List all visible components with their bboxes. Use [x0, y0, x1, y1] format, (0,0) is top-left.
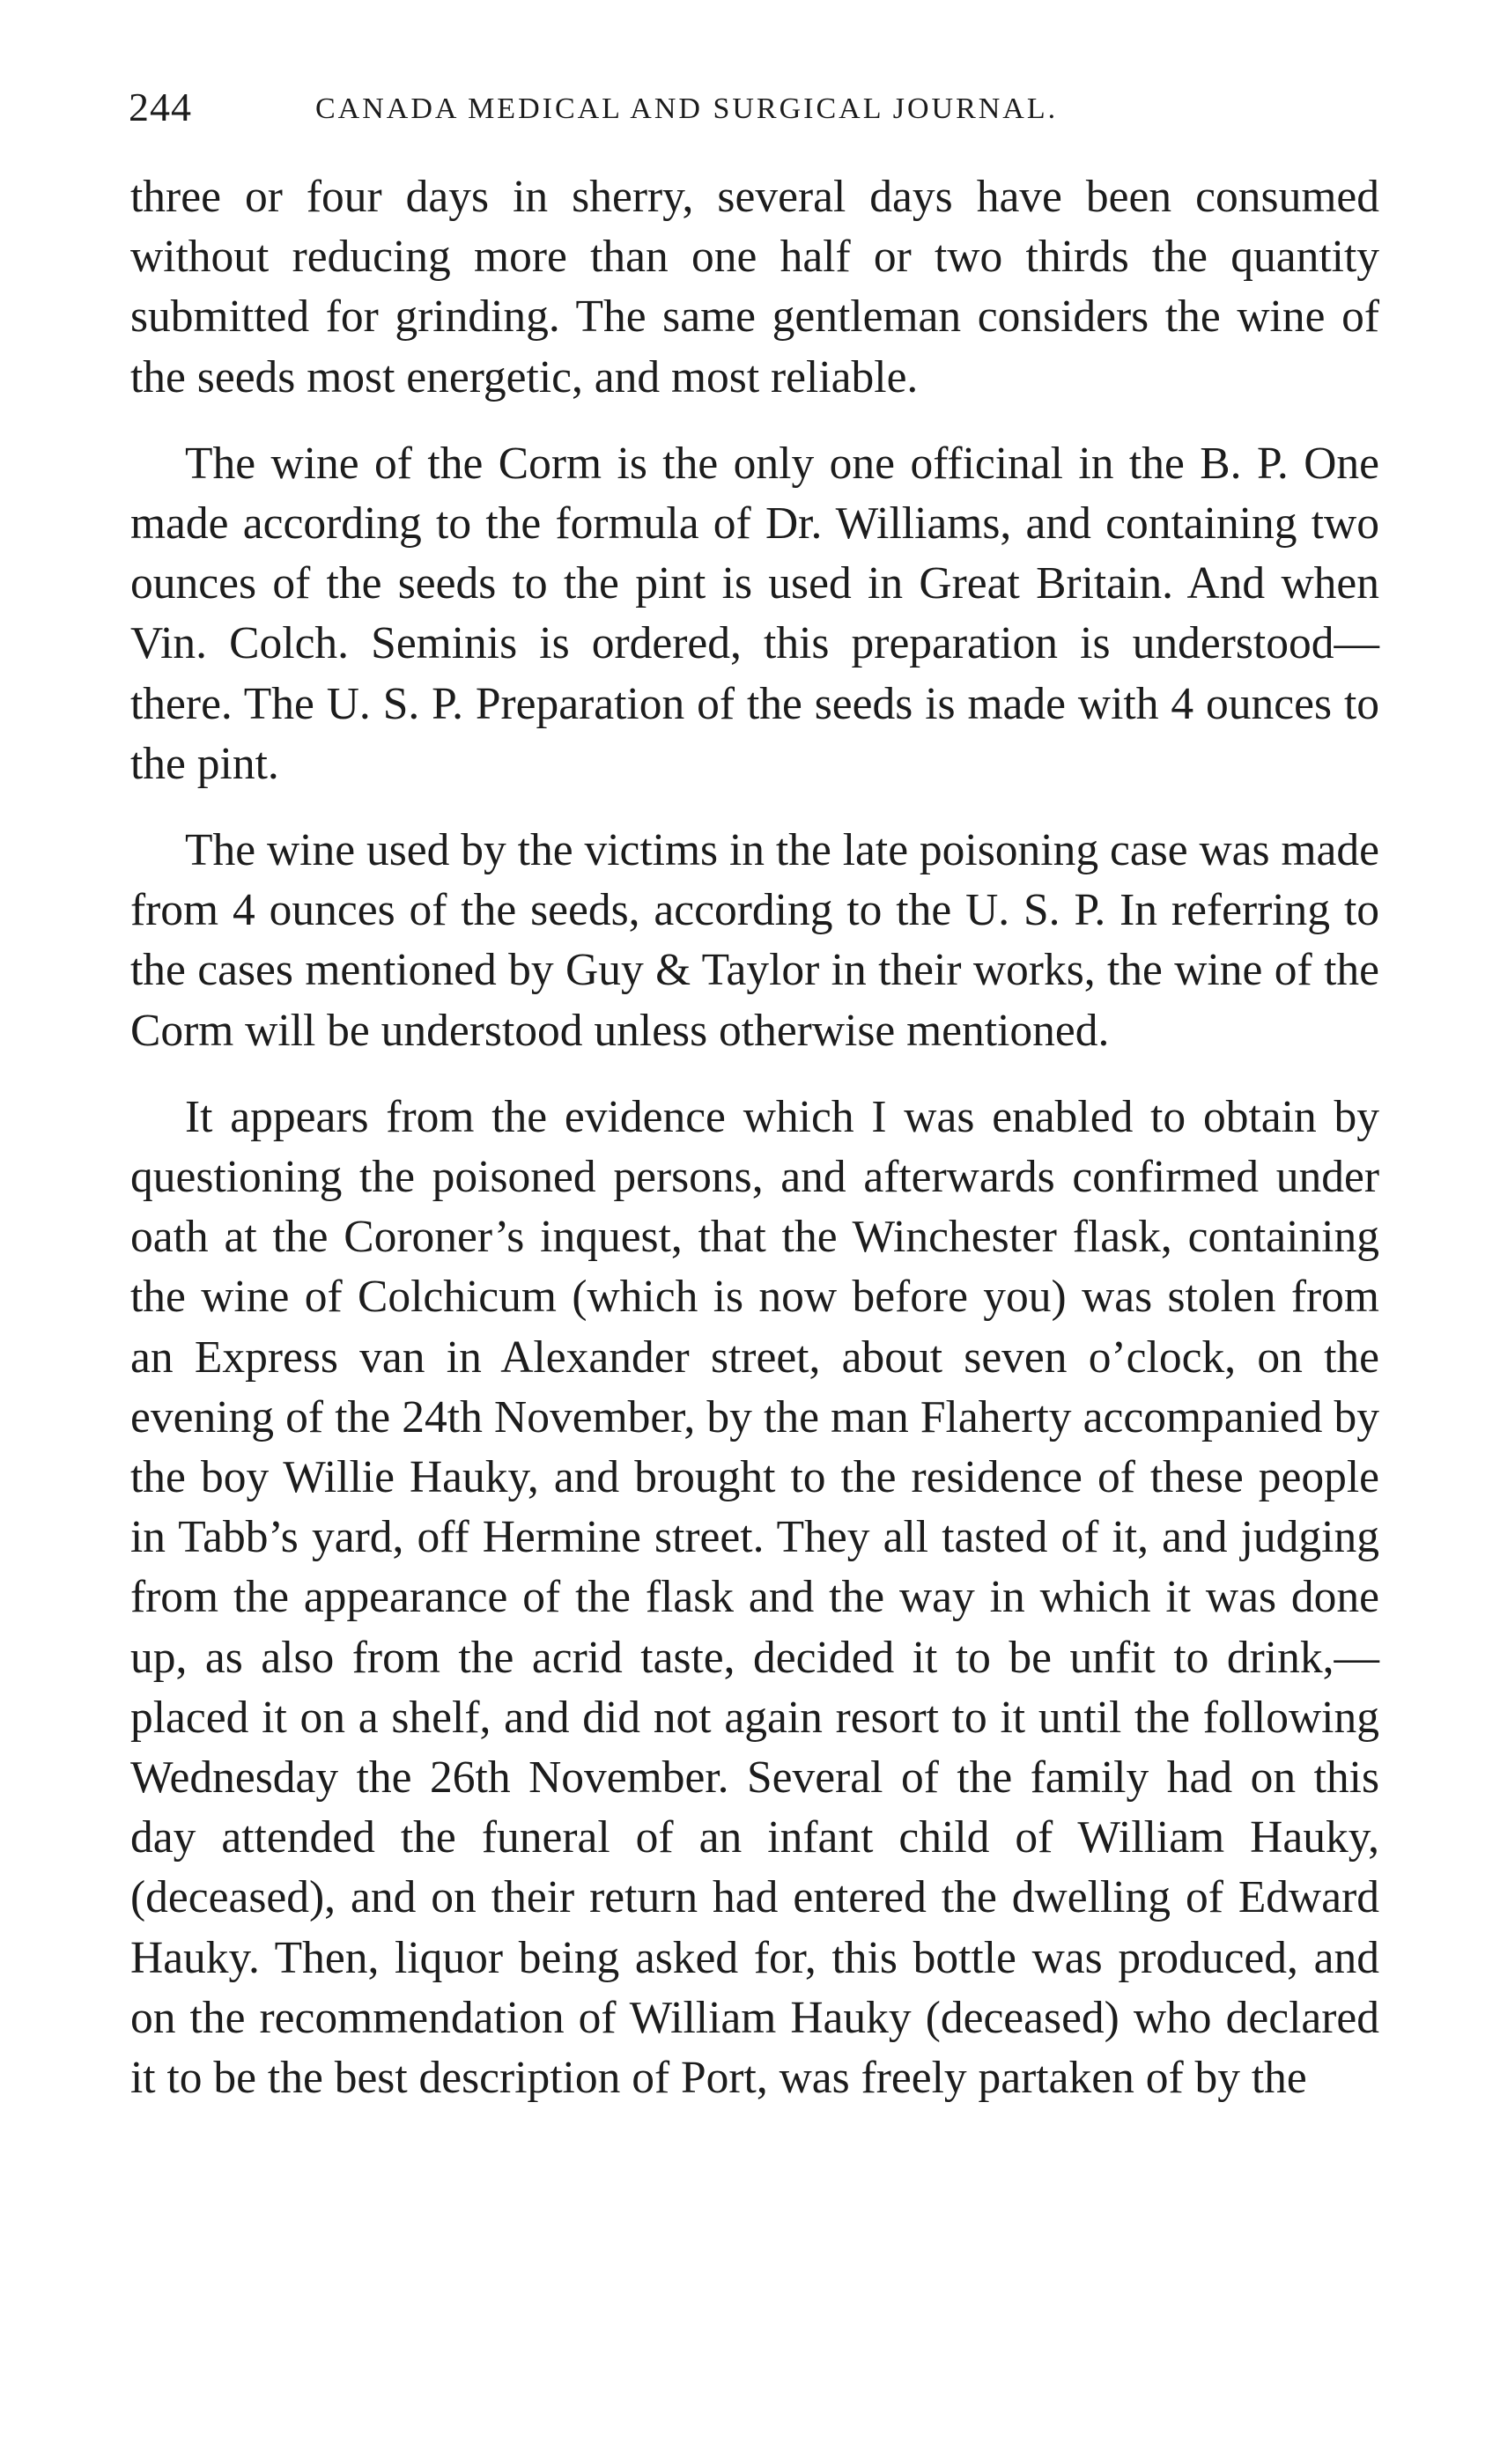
- journal-title: CANADA MEDICAL AND SURGICAL JOURNAL.: [315, 92, 1059, 125]
- body-text: [130, 167, 1379, 2108]
- paragraph-evidence: It appears from the evidence which I was enabled to obtain by questioning the poisoned persons, and afterwards confirmed under oath at the Coroner’s inquest, that the Winchester flask, containing the wine of Colchicum (which is now before you) was stolen from an Express van in Alexander street, about seven o’clock, on the evening of the 24th November, by the man Flaherty accompanied by the boy Willie Hauky, and brought to the residence of these people in Tabb’s yard, off Hermine street. They all tasted of it, and judging from the appearance of the flask and the way in which it was done up, as also from the acrid taste, decided it to be unfit to drink,— placed it on a shelf, and did not again resort to it until the following Wednesday the 26th November. Several of the family had on this day attended the funeral of an infant child of William Hauky, (deceased), and on their return had entered the dwelling of Edward Hauky. Then, liquor being asked for, this bottle was produced, and on the recommendation of William Hauky (deceased) who declared it to be the best description of Port, was freely partaken of by the: [130, 1091, 1379, 2104]
- paragraph-continued: three or four days in sherry, several days have been consumed without reducing more than one half or two thirds the quantity submitted for grinding. The same gentleman considers the wine of the seeds most energetic, and most reliable.: [130, 172, 1379, 402]
- paragraph-wine-of-corm: The wine of the Corm is the only one officinal in the B. P. One made according to the formula of Dr. Williams, and containing two ounces of the seeds to the pint is used in Great Britain. And when Vin. Colch. Seminis is ordered, this preparation is understood—there. The U. S. P. Preparation of the seeds is made with 4 ounces to the pint.: [130, 438, 1379, 789]
- running-head: [129, 81, 1379, 134]
- page-number: 244: [129, 85, 192, 129]
- paragraph-wine-used-by-victims: The wine used by the victims in the late poisoning case was made from 4 ounces of the seeds, according to the U. S. P. In referring to the cases mentioned by Guy & Taylor in their works, the wine of the Corm will be understood unless otherwise mentioned.: [130, 825, 1379, 1056]
